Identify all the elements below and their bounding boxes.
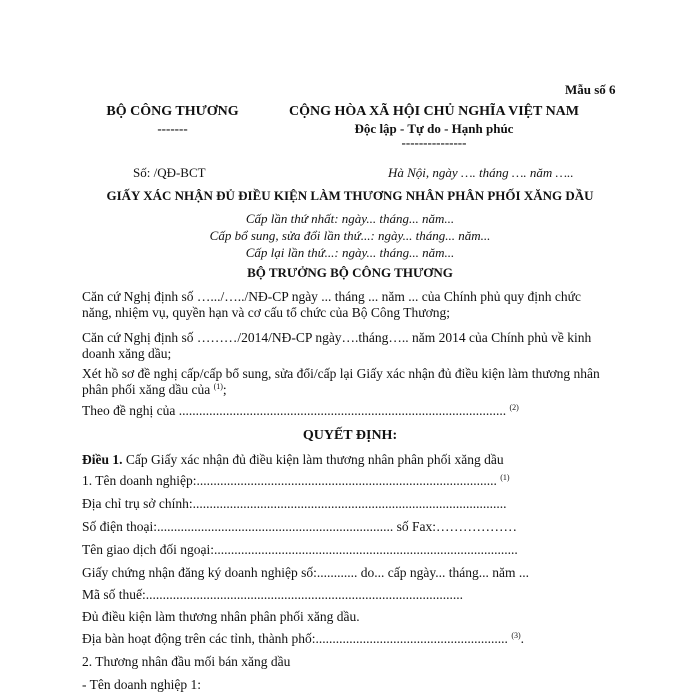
- place-date: Hà Nội, ngày …. tháng …. năm …..: [388, 165, 574, 180]
- footnote-ref-1: (1): [213, 382, 223, 391]
- field-operating-area: Địa bàn hoạt động trên các tỉnh, thành phố:......................................................... $^{(3)}$.: [82, 631, 525, 646]
- form-number: Mẫu số 6: [565, 82, 616, 97]
- footnote-ref-2: (2): [509, 403, 519, 412]
- section-2-heading: 2. Thương nhân đầu mối bán xăng dầu: [82, 654, 291, 669]
- article-1-label: Điều 1.: [82, 452, 123, 467]
- field-business-registration: Giấy chứng nhận đăng ký doanh nghiệp số:............ do... cấp ngày... tháng... năm ...: [82, 565, 529, 580]
- issue-line-reissued: Cấp lại lần thứ...: ngày... tháng... năm...: [245, 245, 455, 260]
- document-title: GIẤY XÁC NHẬN ĐỦ ĐIỀU KIỆN LÀM THƯƠNG NHÂN PHÂN PHỐI XĂNG DẦU: [106, 188, 594, 203]
- nation-motto: Độc lập - Tự do - Hạnh phúc: [354, 121, 514, 136]
- basis-decree-1-line-2: năng, nhiệm vụ, quyền hạn và cơ cấu tổ chức của Bộ Công Thương;: [82, 305, 450, 320]
- footnote-ref-3: (3): [511, 631, 521, 640]
- basis-review-line-1: Xét hồ sơ đề nghị cấp/cấp bổ sung, sửa đổi/cấp lại Giấy xác nhận đủ điều kiện làm thương nhân: [82, 366, 600, 381]
- field-company-1: - Tên doanh nghiệp 1:: [82, 677, 201, 692]
- basis-decree-2-line-2: doanh xăng dầu;: [82, 346, 172, 361]
- field-head-office-address: Địa chỉ trụ sở chính:.............................................................................................: [82, 496, 507, 511]
- ministry-rule: -------: [157, 121, 188, 136]
- field-phone-fax: Số điện thoại:...................................................................... số Fax:………………: [82, 519, 517, 534]
- reference-number: Số: /QĐ-BCT: [133, 165, 206, 180]
- issue-line-amended: Cấp bổ sung, sửa đổi lần thứ...: ngày... tháng... năm...: [209, 228, 491, 243]
- field-tax-code: Mã số thuế:..............................................................................................: [82, 587, 463, 602]
- ministry-name: BỘ CÔNG THƯƠNG: [106, 104, 239, 119]
- nation-name: CỘNG HÒA XÃ HỘI CHỦ NGHĨA VIỆT NAM: [288, 104, 579, 119]
- issuing-authority: BỘ TRƯỞNG BỘ CÔNG THƯƠNG: [247, 265, 453, 280]
- basis-decree-2-line-1: Căn cứ Nghị định số ………/2014/NĐ-CP ngày….tháng….. năm 2014 của Chính phủ về kinh: [82, 330, 592, 345]
- article-1: [82, 452, 504, 468]
- field-company-name: 1. Tên doanh nghiệp:......................................................................................... $^{(1)}$: [82, 473, 510, 488]
- basis-proposal: Theo đề nghị của ................................................................................................. $^{(2)}$: [82, 403, 519, 418]
- footnote-ref-1b: (1): [500, 473, 510, 482]
- issue-line-first: Cấp lần thứ nhất: ngày... tháng... năm...: [245, 211, 455, 226]
- decision-heading: QUYẾT ĐỊNH:: [302, 428, 398, 443]
- basis-decree-1-line-1: Căn cứ Nghị định số ….../…../NĐ-CP ngày ... tháng ... năm ... của Chính phủ quy định chức: [82, 289, 581, 304]
- basis-review-line-2: phân phối xăng dầu của $^{(1)}$;: [82, 382, 227, 397]
- field-foreign-trade-name: Tên giao dịch đối ngoại:..........................................................................................: [82, 542, 518, 557]
- article-1-text: Cấp Giấy xác nhận đủ điều kiện làm thương nhân phân phối xăng dầu: [122, 452, 504, 467]
- eligibility-statement: Đủ điều kiện làm thương nhân phân phối xăng dầu.: [82, 609, 360, 624]
- nation-rule: ---------------: [401, 135, 467, 150]
